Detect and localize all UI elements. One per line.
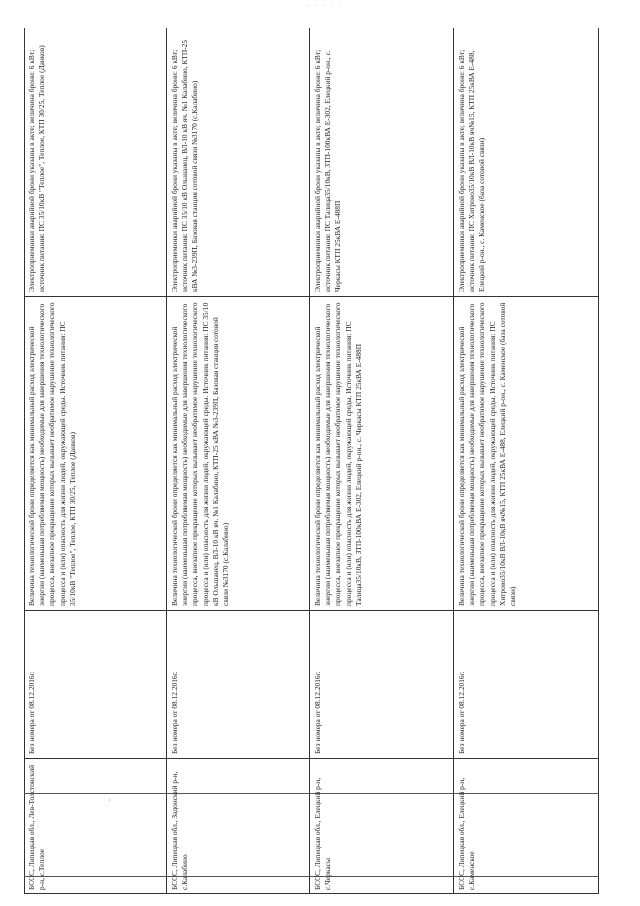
note-cell: Электроприемники аварийной брони указаны в акте; величина брони: 6 кВт; источник питания: ПС 35/10 кВ Ольшанец, ВЛ-10 кВ яч. №1 Калабино, КТП-25 кВА №3-239П, Базовая станция сотовой связи №3170 (с.Калабино) [170, 39, 200, 292]
description-cell: Величина технологической брони определяется как минимальный расход электрической энергии (наименьшая потребляемая мощность) необходимые для завершения технологического процесса, внезапное прекращение которых вызывает необратимое нарушение технологического процесса и (или) опасность для жизни людей, окружающей среды. Источник питания: ПС Талица35/10кВ, ЗТП-100кВА Е-302, Елецкий р-он., с. Черкасы КТП 25кВА Е-488П [310, 296, 453, 610]
act-cell: Без номера от 08.12.2016г. [24, 610, 166, 758]
description-cell: Величина технологической брони определяется как минимальный расход электрической энергии (наименьшая потребляемая мощность) необходимые для завершения технологического процесса, внезапное прекращение которых вызывает необратимое нарушение технологического процесса и (или) опасность для жизни людей, окружающей среды. Источник питания: ПС 35/10кВ "Теплое", Теплое, КТП 30/25, Теплое (Данков) [24, 296, 166, 610]
object-cell: БССС, Липецкая обл., Елецкий р-н, с.Каменское [454, 758, 598, 894]
object-cell: БССС, Липецкая обл., Задонский р-н, с.Калабино [167, 758, 309, 894]
act-cell: Без номера от 08.12.2016г. [454, 610, 598, 758]
rotated-table [24, 28, 599, 894]
note-cell: Электроприемники аварийной брони указаны в акте; величина брони: 6 кВт; источник питания: ПС Талица35/10кВ, ЗТП-100кВА Е-302, Елецкий р-он., с. Черкасы КТП 25кВА Е-488П [313, 49, 343, 292]
table-row [167, 28, 310, 894]
description-cell: Величина технологической брони определяется как минимальный расход электрической энергии (наименьшая потребляемая мощность) необходимые для завершения технологического процесса, внезапное прекращение которых вызывает необратимое нарушение технологического процесса и (или) опасность для жизни людей, окружающей среды. Источник питания: ПС 35/10 кВ Ольшанец, ВЛ-10 кВ яч. №1 Калабино, КТП-25 кВА №3-239П, Базовая станция сотовой связи №3170 (с.Калабино) [167, 296, 309, 610]
note-cell: Электроприемники аварийной брони указаны в акте; величина брони: 6 кВт; источник питания: ПС Хитрово35/10кВ ВЛ-10кВ яч№15, КТП 25кВА Е-488, Елецкий р-он., с. Каменское (база сотовой связи) [457, 49, 487, 292]
lower-rule [24, 793, 599, 794]
act-cell: Без номера от 08.12.2016г. [167, 610, 309, 758]
note-cell: Электроприемники аварийной брони указаны в акте; величина брони: 6 кВт; источник питания: ПС 35/10кВ "Теплое", Теплое, КТП 30/25, Теплое (Данков) [27, 45, 47, 292]
table-row [454, 28, 599, 894]
scan-speck: · [108, 796, 111, 805]
description-cell: Величина технологической брони определяется как минимальный расход электрической энергии (наименьшая потребляемая мощность) необходимые для завершения технологического процесса, внезапное прекращение которых вызывает необратимое нарушение технологического процесса и (или) опасность для жизни людей, окружающей среды. Источник питания: ПС Хитрово35/10кВ ВЛ-10кВ яч№15, КТП 25кВА Е-488, Елецкий р-он., с. Каменское (база сотовой связи) [454, 296, 598, 610]
scan-top-mark: · · · · · [306, 2, 343, 10]
object-cell: БССС, Липецкая обл., Лев-Толстовский р-н, с.Теплое [24, 758, 166, 894]
object-cell: БССС, Липецкая обл., Елецкий р-н, с.Черкасы [310, 758, 453, 894]
table-row [310, 28, 454, 894]
act-cell: Без номера от 08.12.2016г. [310, 610, 453, 758]
table-row [24, 28, 167, 894]
bottom-rule [24, 876, 599, 877]
